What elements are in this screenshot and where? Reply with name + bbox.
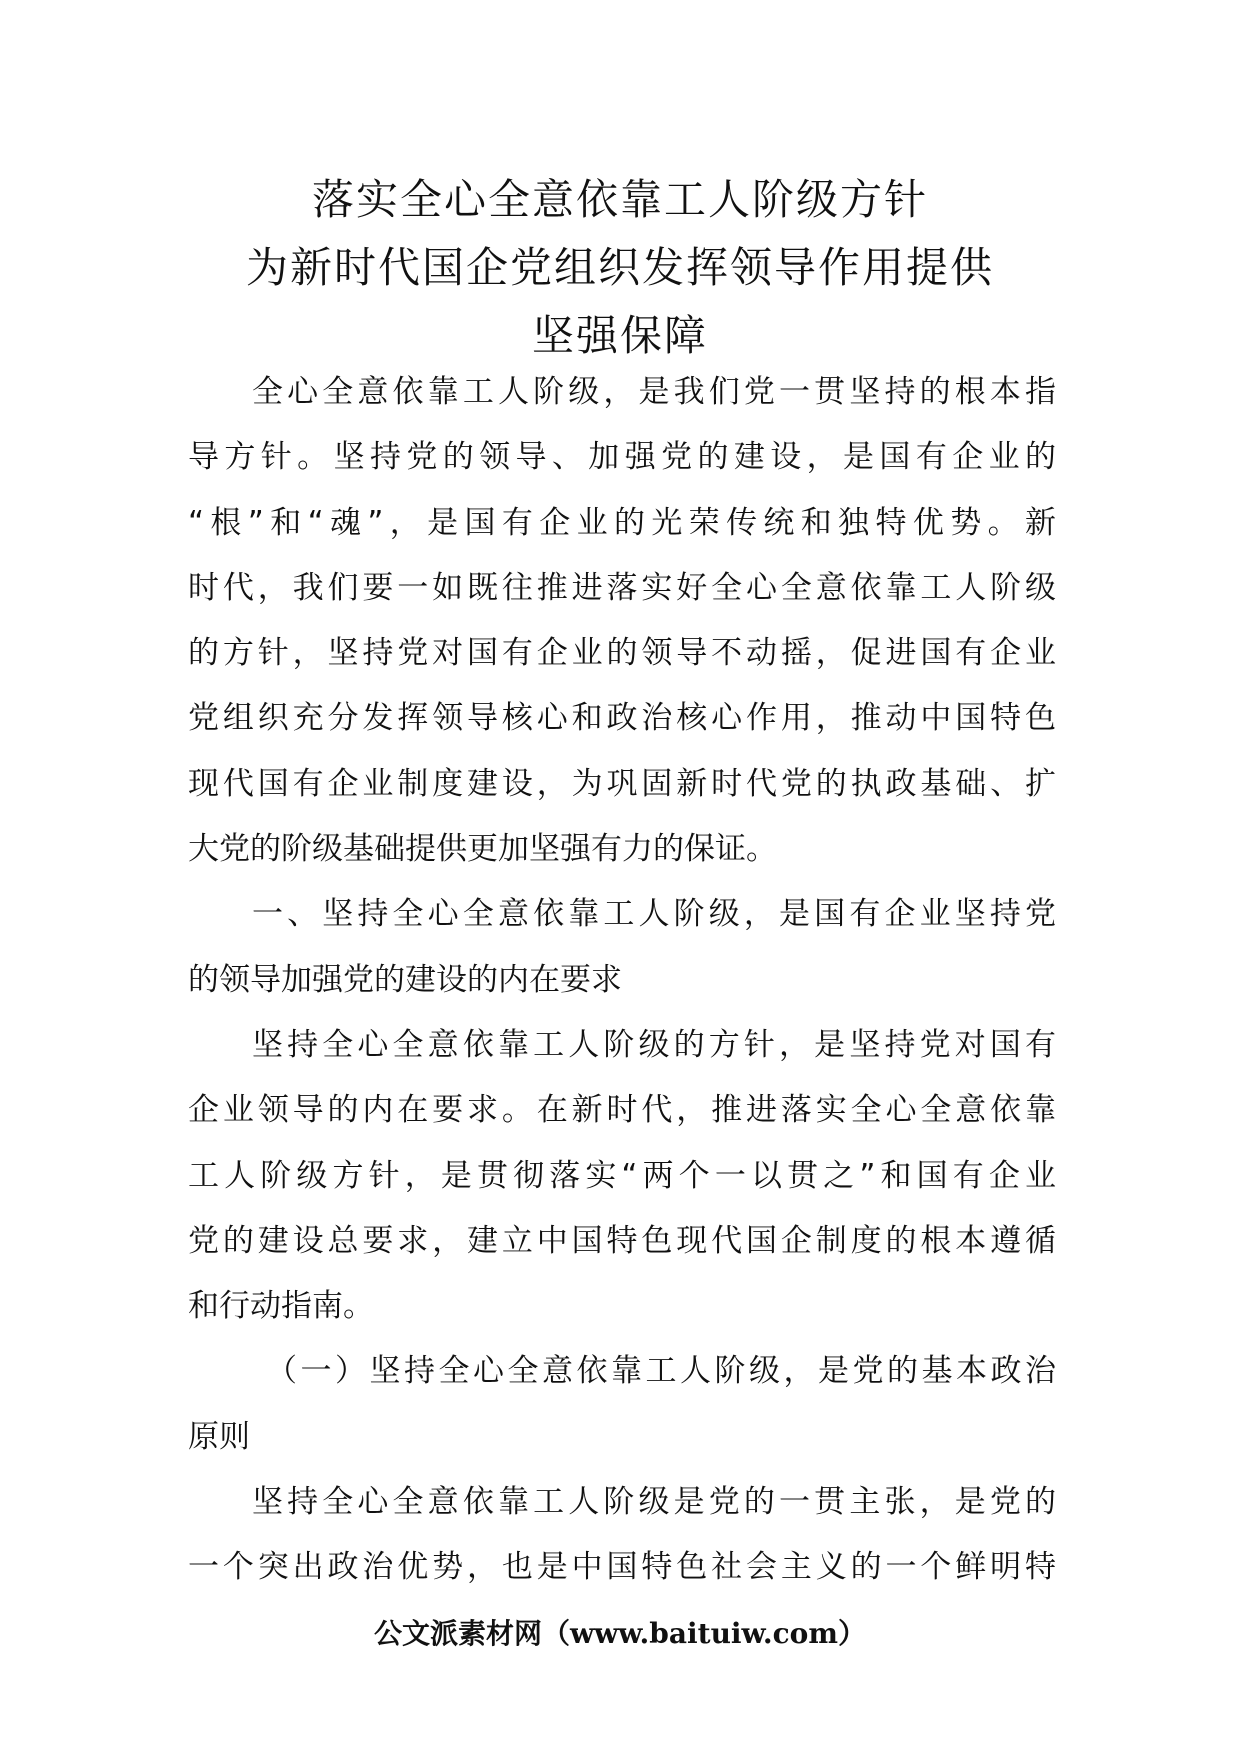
section-heading-line: 一、坚持全心全意依靠工人阶级，是国有企业坚持党 [252, 896, 1056, 933]
body-line: 时代，我们要一如既往推进落实好全心全意依靠工人阶级 [188, 569, 1056, 606]
body-line: 的方针，坚持党对国有企业的领导不动摇，促进国有企业 [188, 635, 1056, 672]
footer-source: 公文派素材网（www.baituiw.com） [374, 1617, 866, 1650]
body-line: 大党的阶级基础提供更加坚强有力的保证。 [188, 831, 777, 868]
body-line: 和行动指南。 [188, 1288, 374, 1325]
subsection-heading-line: （一）坚持全心全意依靠工人阶级，是党的基本政治 [266, 1353, 1056, 1390]
body-line: 一个突出政治优势，也是中国特色社会主义的一个鲜明特 [188, 1549, 1056, 1586]
body-line: 工人阶级方针，是贯彻落实“两个一以贯之”和国有企业 [188, 1157, 1056, 1194]
body-line: “根”和“魂”，是国有企业的光荣传统和独特优势。新 [188, 504, 1056, 541]
body-line: 坚持全心全意依靠工人阶级是党的一贯主张，是党的 [252, 1484, 1056, 1521]
title-line-1: 落实全心全意依靠工人阶级方针 [311, 175, 928, 224]
body-line: 企业领导的内在要求。在新时代，推进落实全心全意依靠 [188, 1092, 1056, 1129]
subsection-heading-line: 原则 [188, 1418, 250, 1455]
body-line: 现代国有企业制度建设，为巩固新时代党的执政基础、扩 [188, 765, 1056, 802]
section-heading-line: 的领导加强党的建设的内在要求 [188, 961, 622, 998]
title-line-2: 为新时代国企党组织发挥领导作用提供 [245, 243, 994, 292]
body-line: 党组织充分发挥领导核心和政治核心作用，推动中国特色 [188, 700, 1056, 737]
document-title [150, 166, 1090, 370]
body-line: 坚持全心全意依靠工人阶级的方针，是坚持党对国有 [252, 1026, 1056, 1063]
document-body [188, 360, 1056, 1601]
body-line: 党的建设总要求，建立中国特色现代国企制度的根本遵循 [188, 1222, 1056, 1259]
body-line: 全心全意依靠工人阶级，是我们党一贯坚持的根本指 [252, 374, 1056, 410]
title-line-3: 坚强保障 [531, 311, 708, 360]
body-line: 导方针。坚持党的领导、加强党的建设，是国有企业的 [188, 439, 1056, 476]
